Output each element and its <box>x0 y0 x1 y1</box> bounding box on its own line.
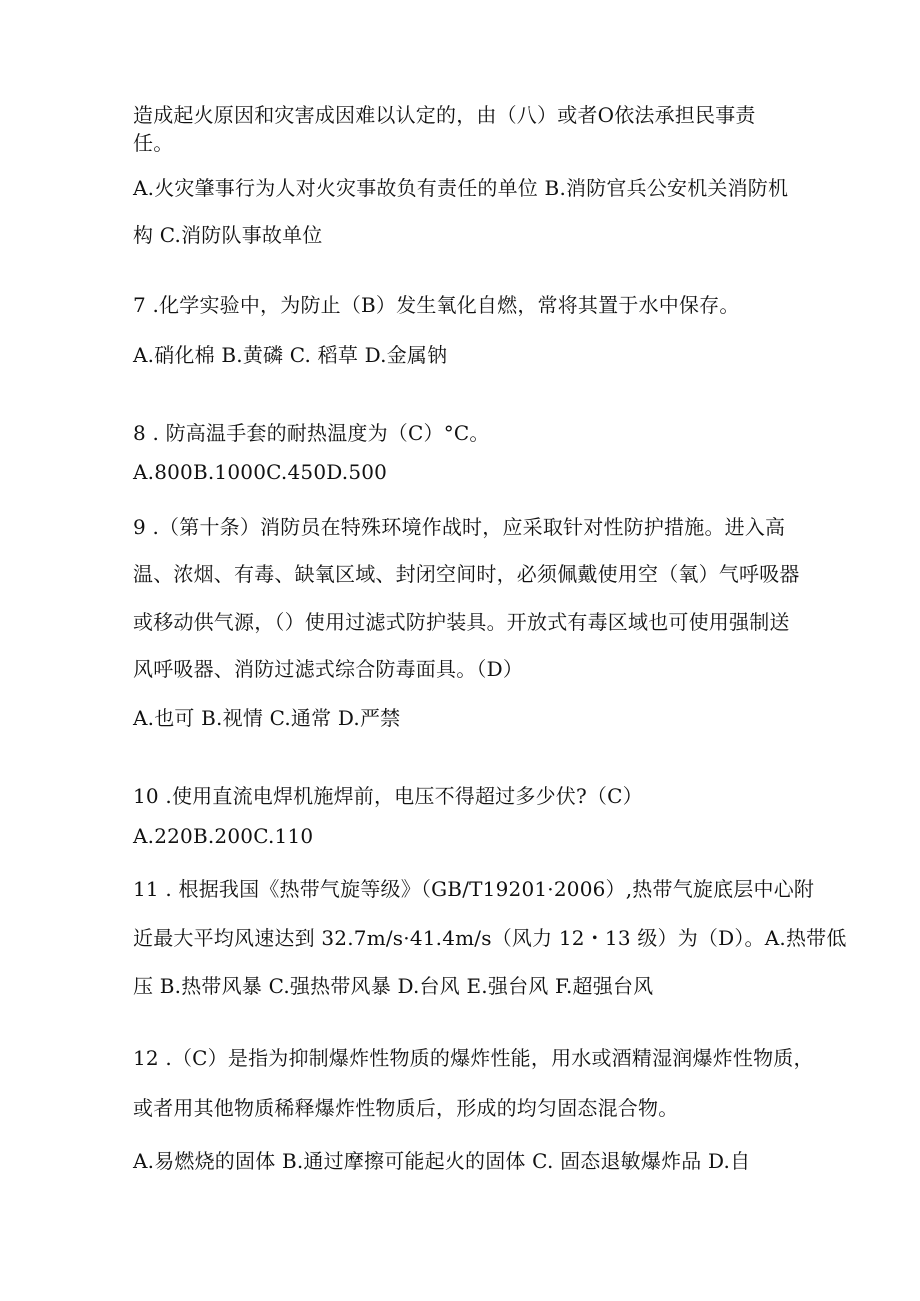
q10-stem: 10 .使用直流电焊机施焊前，电压不得超过多少伏?（C） <box>133 784 643 808</box>
q6-options-line-1: A.火灾肇事行为人对火灾事故负有责任的单位 B.消防官兵公安机关消防机 <box>133 176 789 200</box>
q12-options: A.易燃烧的固体 B.通过摩擦可能起火的固体 C. 固态退敏爆炸品 D.自 <box>133 1149 751 1173</box>
q8-stem: 8 . 防高温手套的耐热温度为（C）°C。 <box>133 421 490 445</box>
q11-stem-line-1: 11 . 根据我国《热带气旋等级》（GB/T19201·2006）,热带气旋底层中心附 <box>133 877 815 901</box>
q9-options: A.也可 B.视情 C.通常 D.严禁 <box>133 706 401 730</box>
q9-stem-line-4: 风呼吸器、消防过滤式综合防毒面具。（D） <box>133 657 524 681</box>
q10-options: A.220B.200C.110 <box>133 824 314 848</box>
q9-stem-line-3: 或移动供气源，（）使用过滤式防护装具。开放式有毒区域也可使用强制送 <box>133 610 790 634</box>
q7-stem: 7 .化学实验中，为防止（B）发生氧化自燃，常将其置于水中保存。 <box>133 293 740 317</box>
q6-stem-line-1: 造成起火原因和灾害成因难以认定的，由（八）或者O依法承担民事责 <box>133 103 756 127</box>
q8-options: A.800B.1000C.450D.500 <box>133 460 388 484</box>
q12-stem-line-2: 或者用其他物质稀释爆炸性物质后，形成的均匀固态混合物。 <box>133 1096 679 1120</box>
q7-options: A.硝化棉 B.黄磷 C. 稻草 D.金属钠 <box>133 343 448 367</box>
q9-stem-line-2: 温、浓烟、有毒、缺氧区域、封闭空间时，必须佩戴使用空（氧）气呼吸器 <box>133 562 800 586</box>
q12-stem-line-1: 12 .（C）是指为抑制爆炸性物质的爆炸性能，用水或酒精湿润爆炸性物质， <box>133 1046 814 1070</box>
q11-stem-line-3: 压 B.热带风暴 C.强热带风暴 D.台风 E.强台风 F.超强台风 <box>133 974 654 998</box>
q6-stem-line-2: 任。 <box>133 131 174 155</box>
q9-stem-line-1: 9 .（第十条）消防员在特殊环境作战时，应采取针对性防护措施。进入高 <box>133 515 786 539</box>
q6-options-line-2: 构 C.消防队事故单位 <box>133 223 323 247</box>
q11-stem-line-2: 近最大平均风速达到 32.7m/s·41.4m/s（风力 12・13 级）为（D）。A.热带低 <box>133 926 847 950</box>
